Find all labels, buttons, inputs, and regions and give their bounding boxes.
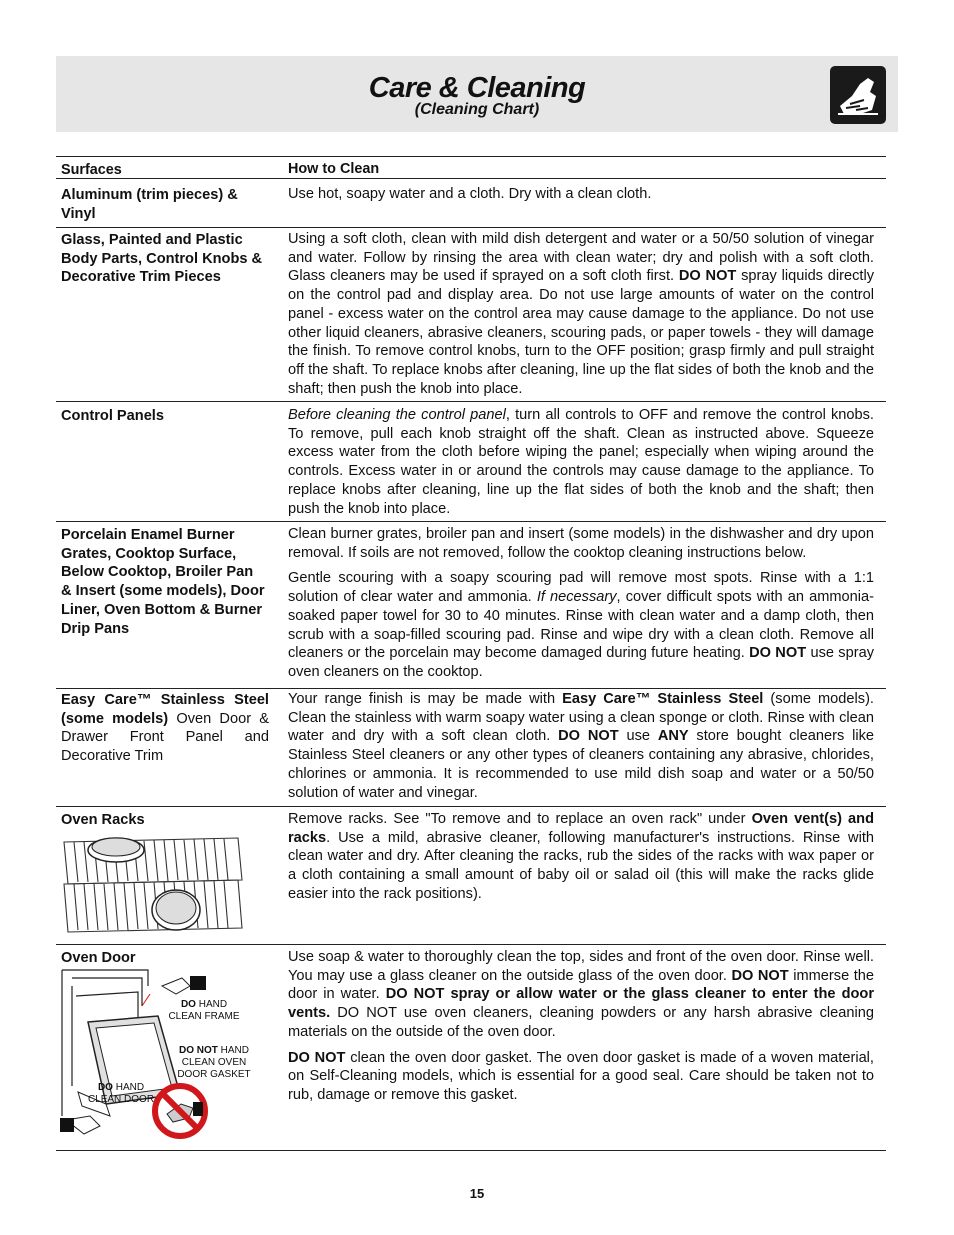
prohibited-icon [151, 1082, 209, 1145]
surface-control-panels: Control Panels [61, 408, 164, 424]
page-number: 15 [469, 1186, 485, 1201]
cleaning-hand-icon [830, 66, 886, 124]
surface-stainless-steel: Easy Care™ Stainless Steel (some models) Oven Door & Drawer Front Panel and Decorative Trim [61, 692, 269, 765]
row-divider [56, 521, 886, 522]
page-subtitle: (Cleaning Chart) [414, 101, 540, 118]
surface-oven-racks: Oven Racks [61, 812, 145, 828]
how-oven-door: Use soap & water to thoroughly clean the top, sides and front of the oven door. Rinse well. You may use a glass cleaner on the outside glass of the oven door. DO NOT immerse the door in water. DO NOT spray or allow water or the glass cleaner to enter the door vents. DO NOT use oven cleaners, cleaning powders or any harsh abrasive cleaning materials on the outside of the oven door. DO NOT clean the oven door gasket. The oven door gasket is made of a woven material, on Self-Cleaning models, which is essential for a good seal. Care should be taken not to rub, damage or remove this gasket. [288, 949, 875, 1103]
page-title: Care & Cleaning [368, 72, 586, 104]
oven-rack-illustration [60, 832, 246, 939]
row-divider [56, 806, 886, 807]
how-aluminum: Use hot, soapy water and a cloth. Dry with a clean cloth. [288, 186, 652, 202]
row-divider [56, 688, 886, 689]
how-stainless-steel: Your range finish is may be made with Easy Care™ Stainless Steel (some models). Clean the stainless with warm soapy water using a clean sponge or cloth. Rinse with clean water and dry with a soft clean cloth. DO NOT use ANY store bought cleaners like Stainless Steel cleaners or any other types of cleaners containing any abrasive, chlorides, chlorines or ammonia. It is recommended to use mild dish soap and water or a 50/50 solution of water and vinegar. [288, 691, 874, 801]
how-porcelain-enamel: Clean burner grates, broiler pan and insert (some models) in the dishwasher and dry upon removal. If soils are not removed, follow the cooktop cleaning instructions below. Gentle scouring with a soapy scouring pad will remove most spots. Rinse with a 1:1 solution of clear water and ammonia. If necessary, cover difficult spots with an ammonia-soaked paper towel for 30 to 40 minutes. Rinse with clean water and a damp cloth, then scrub with a soap-filled scouring pad. Rinse and wipe dry with a clean cloth. Remove all cleaners or the porcelain may become damaged during future heating. DO NOT use spray oven cleaners on the cooktop. [288, 526, 874, 680]
row-divider [56, 227, 886, 228]
how-glass-painted: Using a soft cloth, clean with mild dish detergent and water or a 50/50 solution of vinegar and water. Follow by rinsing the area with clean water; dry and polish with a soft cloth. Glass cleaners may be used if sprayed on a soft cloth first. DO NOT spray liquids directly on the control pad and display area. Do not use large amounts of water on the control panel - excess water on the control area may cause damage to the appliance. Do not use other liquid cleaners, abrasive cleaners, scouring pads, or paper towels - they will damage the finish. To remove control knobs, turn to the OFF position; grasp firmly and pull straight off the shaft. To replace knobs after cleaning, line up the flat sides of both the knob and the shaft; then push the knob into place. [288, 231, 874, 397]
row-divider [56, 401, 886, 402]
caption-do-hand-clean-door: DO HAND CLEAN DOOR [87, 1082, 155, 1105]
column-header-how-to-clean: How to Clean [288, 161, 380, 177]
page-header [56, 56, 898, 132]
how-oven-racks: Remove racks. See "To remove and to replace an oven rack" under Oven vent(s) and racks. Use a mild, abrasive cleaner, following manufacturer's instructions. Rinse with clean water and dry. After cleaning the racks, rub the sides of the racks with wax paper or a cloth containing a small amount of baby oil or salad oil (this will make the racks glide easier into the rack positions). [288, 811, 874, 902]
column-header-surfaces: Surfaces [61, 162, 122, 178]
table-top-rule [56, 156, 886, 157]
row-divider [56, 944, 886, 945]
caption-do-not-hand-clean-gasket: DO NOT HAND CLEAN OVEN DOOR GASKET [177, 1045, 251, 1080]
surface-glass-painted: Glass, Painted and Plastic Body Parts, Control Knobs & Decorative Trim Pieces [61, 232, 263, 286]
how-control-panels: Before cleaning the control panel, turn all controls to OFF and remove the control knobs. To remove, pull each knob straight off the shaft. Clean as instructed above. Squeeze excess water from the cloth before wiping the panel; especially when wiping around the controls. Excess water in or around the controls may cause damage to the appliance. To replace knobs after cleaning, line up the flat sides of both the knob and the shaft; then push the knob into place. [288, 407, 874, 517]
surface-oven-door: Oven Door [61, 950, 136, 966]
surface-aluminum: Aluminum (trim pieces) & Vinyl [61, 187, 238, 222]
caption-do-hand-clean-frame: DO HAND CLEAN FRAME [168, 999, 240, 1022]
surface-porcelain-enamel: Porcelain Enamel Burner Grates, Cooktop Surface, Below Cooktop, Broiler Pan & Insert (some models), Door Liner, Oven Bottom & Burner Drip Pans [61, 527, 265, 637]
sleeve-shape [190, 976, 206, 990]
